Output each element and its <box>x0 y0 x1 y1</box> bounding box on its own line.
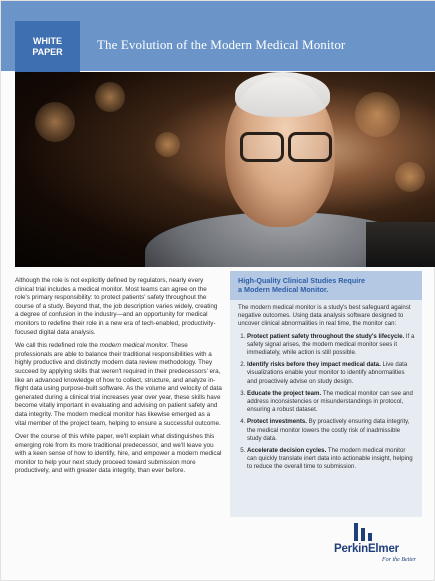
callout-list <box>238 333 416 472</box>
callout-heading-line-1: High-Quality Clinical Studies Require <box>238 276 365 285</box>
header-band <box>1 1 435 71</box>
callout-box <box>230 271 422 517</box>
list-item <box>247 418 416 443</box>
list-item <box>247 361 416 386</box>
intro-paragraph-3: Over the course of this white paper, we'll explain what distinguishes this emerging role from its more traditional predecessor, and we'll leave you with a keen sense of how to identify, hire, and empower a modern medical monitor to help your next study proceed toward submission more productively, and with greater data integrity, than ever before. <box>15 433 222 475</box>
list-item-text: If a safety signal arises, the modern medical monitor sees it immediately, while action is still possible. <box>247 332 415 357</box>
list-item-title: Protect patient safety throughout the study's lifecycle. <box>247 332 405 340</box>
callout-heading-line-2: a Modern Medical Monitor. <box>238 285 329 294</box>
callout-intro: The modern medical monitor is a study's best safeguard against negative outcomes. Using data analysis software designed to uncover clinical abnormalities in real time, the monitor can: <box>238 304 411 328</box>
intro-paragraph-1: Although the role is not explicitly defined by regulators, nearly every clinical trial includes a medical monitor. Most teams can agree on the role's primary responsibility: to protect patients' safety throughout the course of a study. Beyond that, the job description varies widely, creating a degree of confusion in the industry—and an opportunity for medical monitors to redefine their role in a new era of tech-enabled, productivity-focused digital data analysis. <box>15 277 218 336</box>
list-item <box>247 333 416 358</box>
p2-text-after: These professionals are able to balance their traditional responsibilities with a highly productive and distinctly modern data review methodology. They succeed by applying skills that weren't required in their predecessors' era, like an advanced knowledge of how to collect, structure, and analyze in-flight data using purpose-built software. As the volume and velocity of data generated during a clinical trial increases year over year, these skills have become vitally important in evaluating and advising on patient safety and data integrity. The modern medical monitor has likewise emerged as a vital member of the project team, helping to ensure a successful outcome. <box>15 342 222 427</box>
callout-body <box>238 304 416 476</box>
hero-photo <box>15 72 435 267</box>
p2-emphasis: modern medical monitor. <box>99 342 169 350</box>
list-item-text: By proactively ensuring data integrity, the medical monitor lowers the costly risk of inadmissible study data. <box>247 418 410 442</box>
perkinelmer-logo <box>334 521 424 566</box>
logo-name: PerkinElmer <box>334 543 399 555</box>
logo-mark-icon <box>352 521 374 543</box>
list-item-title: Accelerate decision cycles. <box>247 447 327 455</box>
list-item-text: The modern medical monitor can quickly translate inert data into actionable insight, helping to reduce the overall time to submission. <box>247 447 413 471</box>
badge-line-2: PAPER <box>32 46 63 57</box>
intro-text-column <box>15 277 222 481</box>
callout-heading <box>230 271 422 300</box>
list-item <box>247 447 416 472</box>
glasses-icon <box>240 132 335 160</box>
logo-tagline: For the Better <box>382 557 416 563</box>
list-item-title: Protect investments. <box>247 418 307 426</box>
list-item <box>247 390 416 415</box>
list-item-title: Identify risks before they impact medical data. <box>247 361 381 369</box>
list-item-text: Live data visualizations enable your monitor to identify abnormalities and proactively advise on study design. <box>247 361 408 385</box>
page-title: The Evolution of the Modern Medical Monitor <box>97 37 346 52</box>
p2-text-before: We call this redefined role the <box>15 342 100 350</box>
intro-paragraph-2 <box>15 342 222 428</box>
list-item-title: Educate the project team. <box>247 389 322 397</box>
white-paper-badge <box>15 21 80 72</box>
list-item-text: The medical monitor can see and address inconsistencies or misunderstandings in protocol, ensuring a robust dataset. <box>247 389 413 414</box>
badge-line-1: WHITE <box>33 35 62 46</box>
